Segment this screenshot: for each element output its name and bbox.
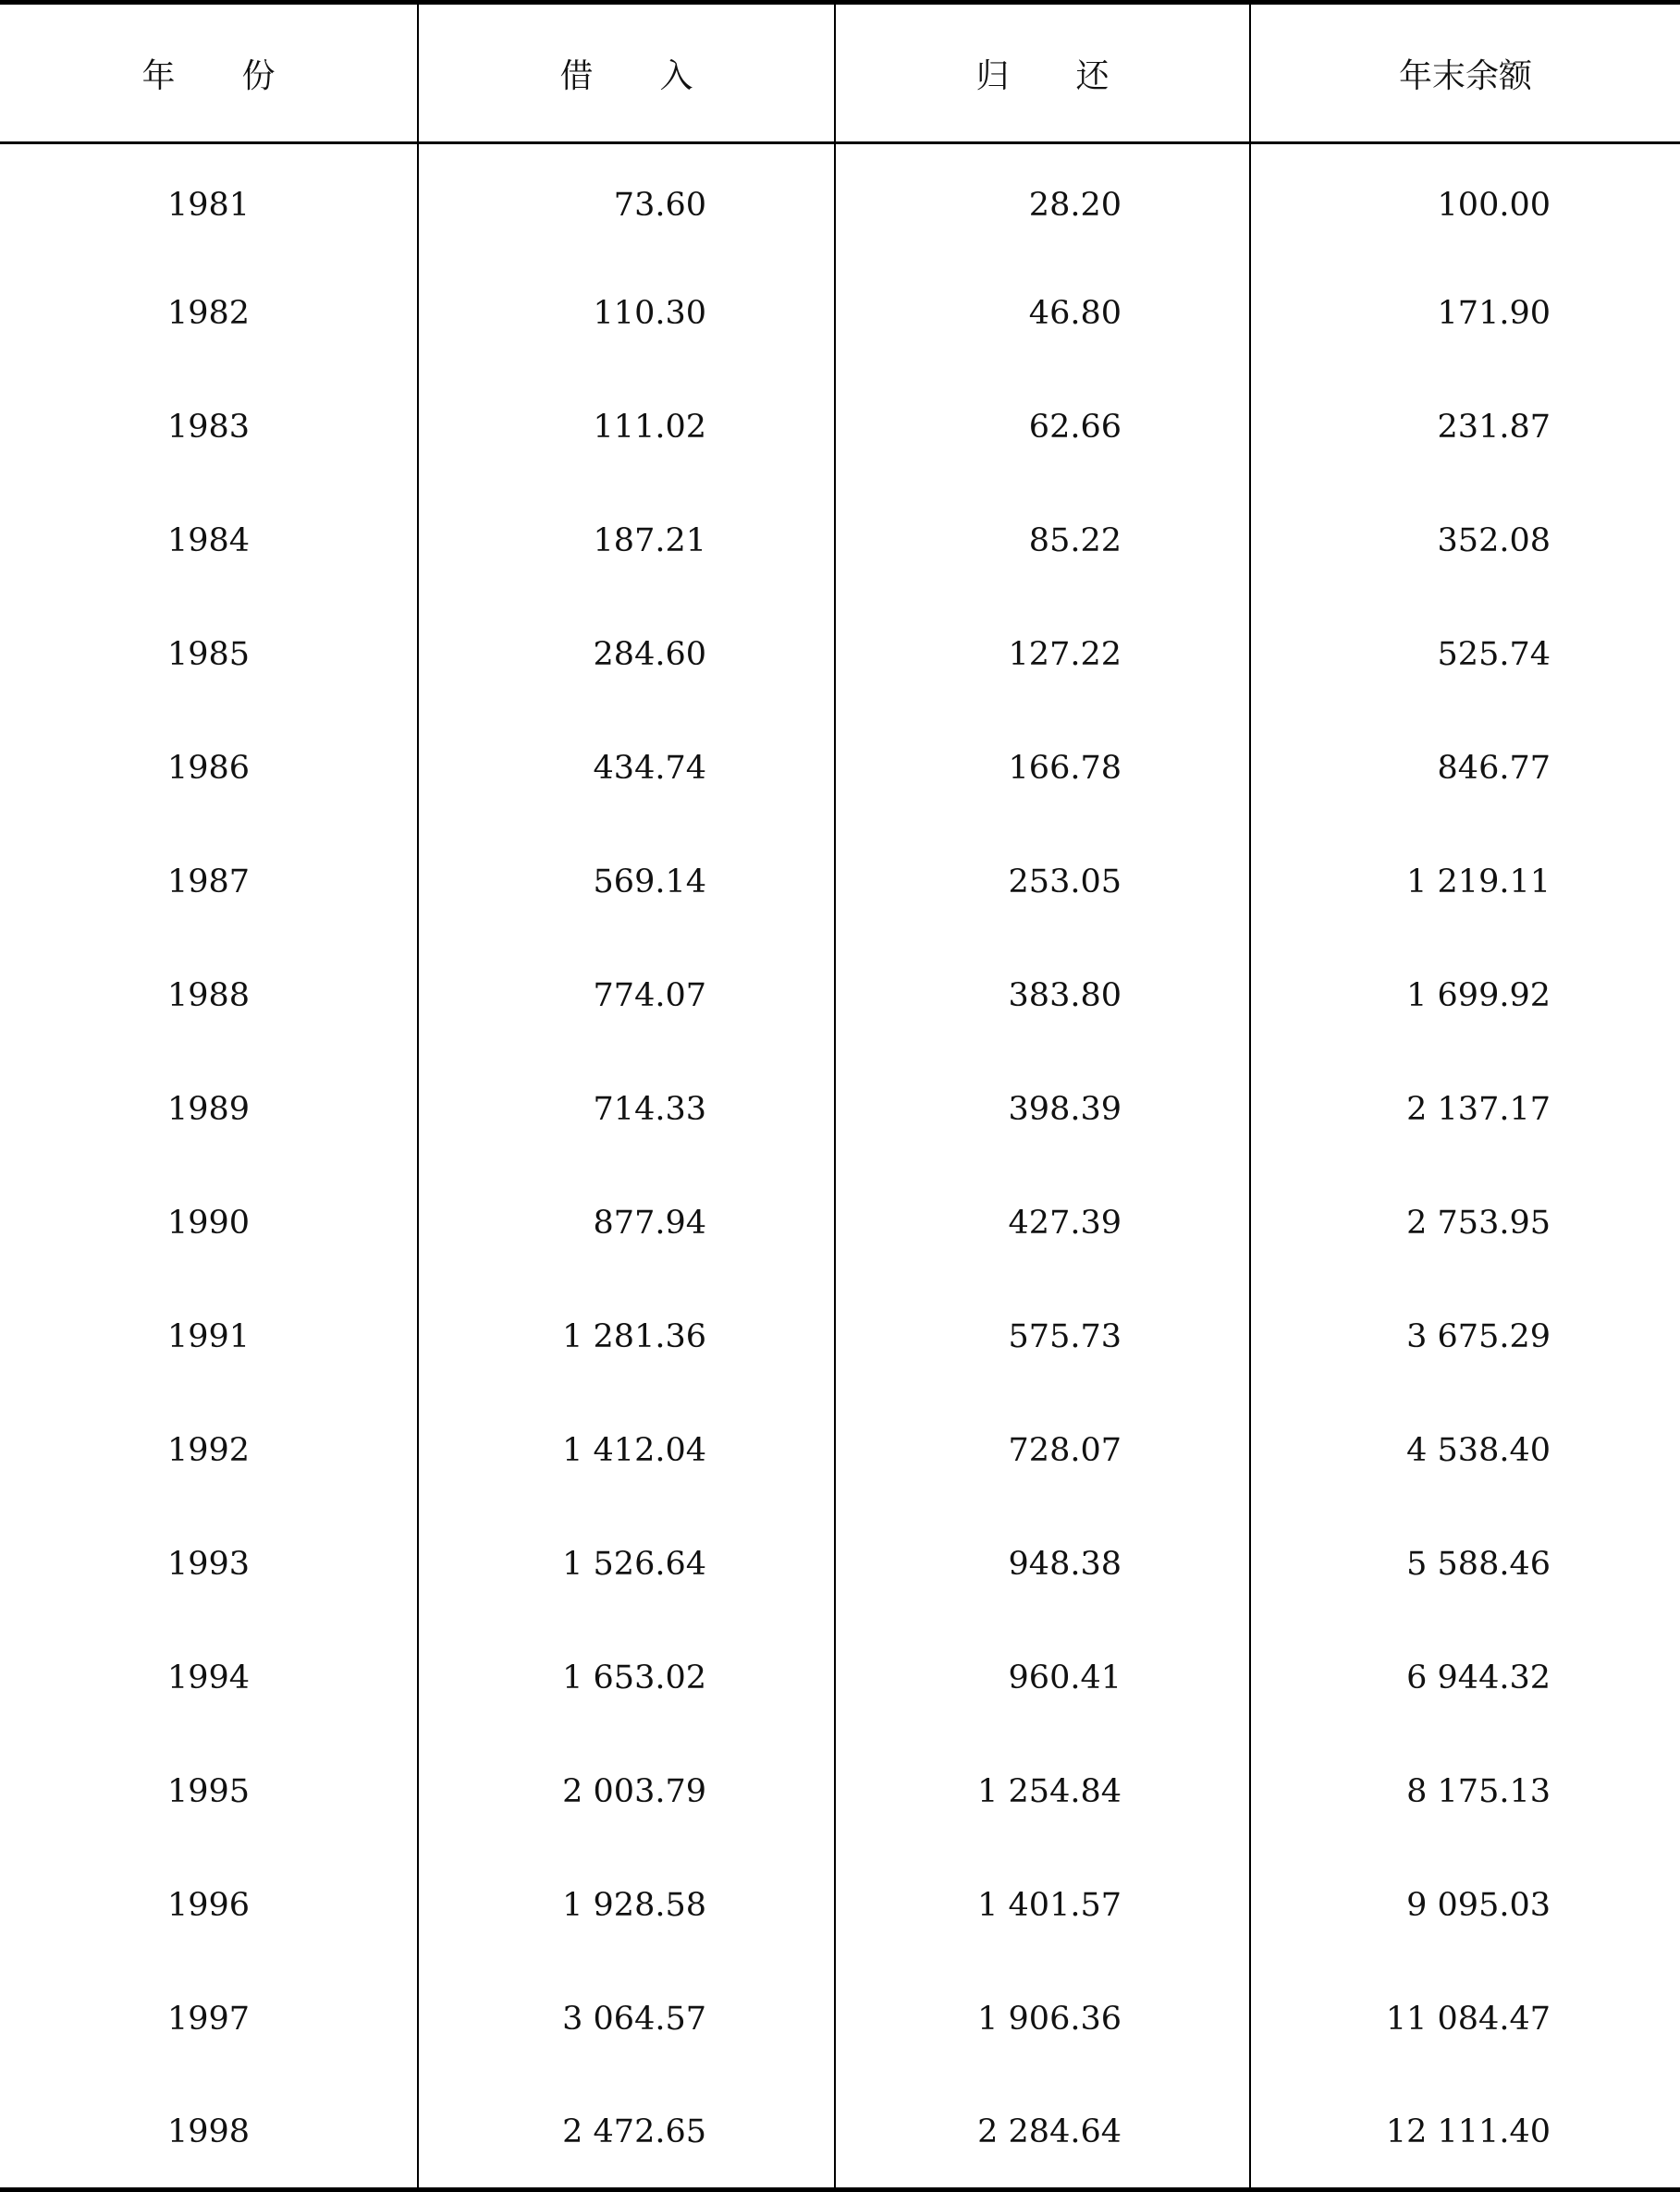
cell-repay: 960.41 [835, 1622, 1250, 1735]
table-row [0, 1849, 1680, 1963]
cell-balance: 1 699.92 [1406, 977, 1551, 1014]
cell-repay: 728.07 [835, 1394, 1250, 1508]
table-row [0, 1167, 1680, 1280]
table-row [0, 1508, 1680, 1622]
cell-balance: 2 753.95 [1406, 1205, 1551, 1242]
cell-year: 1988 [0, 939, 418, 1053]
cell-repay: 166.78 [835, 712, 1250, 826]
cell-balance: 352.08 [1437, 522, 1551, 559]
cell-year: 1992 [0, 1394, 418, 1508]
cell-balance: 4 538.40 [1406, 1432, 1551, 1469]
cell-year: 1987 [0, 826, 418, 939]
cell-year: 1996 [0, 1849, 418, 1963]
cell-balance: 2 137.17 [1406, 1091, 1551, 1128]
table-row [0, 1622, 1680, 1735]
cell-borrow: 2 472.65 [418, 2076, 835, 2190]
cell-balance: 6 944.32 [1406, 1659, 1551, 1696]
cell-repay: 2 284.64 [835, 2076, 1250, 2190]
cell-year: 1981 [0, 143, 418, 257]
cell-repay: 1 254.84 [835, 1735, 1250, 1849]
cell-repay: 948.38 [835, 1508, 1250, 1622]
cell-year: 1985 [0, 598, 418, 712]
cell-borrow: 3 064.57 [418, 1963, 835, 2076]
cell-borrow: 111.02 [418, 371, 835, 484]
table-row [0, 257, 1680, 371]
table-row [0, 1394, 1680, 1508]
cell-borrow: 2 003.79 [418, 1735, 835, 1849]
cell-borrow: 110.30 [418, 257, 835, 371]
table-row [0, 1963, 1680, 2076]
cell-borrow: 1 281.36 [418, 1280, 835, 1394]
cell-year: 1998 [0, 2076, 418, 2190]
cell-repay: 398.39 [835, 1053, 1250, 1167]
table-row [0, 2076, 1680, 2190]
cell-year: 1994 [0, 1622, 418, 1735]
cell-balance: 846.77 [1437, 750, 1551, 787]
cell-year: 1984 [0, 484, 418, 598]
cell-borrow: 877.94 [418, 1167, 835, 1280]
cell-borrow: 1 928.58 [418, 1849, 835, 1963]
cell-repay: 46.80 [835, 257, 1250, 371]
cell-borrow: 1 412.04 [418, 1394, 835, 1508]
table-body [0, 143, 1680, 2190]
cell-balance: 8 175.13 [1406, 1773, 1551, 1810]
cell-borrow: 434.74 [418, 712, 835, 826]
cell-repay: 85.22 [835, 484, 1250, 598]
header-year: 年 份 [0, 3, 418, 143]
cell-repay: 575.73 [835, 1280, 1250, 1394]
cell-balance: 171.90 [1437, 295, 1551, 332]
cell-borrow: 569.14 [418, 826, 835, 939]
table-row [0, 1280, 1680, 1394]
cell-borrow: 1 526.64 [418, 1508, 835, 1622]
cell-borrow: 73.60 [418, 143, 835, 257]
cell-repay: 1 401.57 [835, 1849, 1250, 1963]
cell-borrow: 774.07 [418, 939, 835, 1053]
table-row [0, 712, 1680, 826]
cell-balance: 231.87 [1437, 409, 1551, 446]
cell-year: 1993 [0, 1508, 418, 1622]
table-row [0, 826, 1680, 939]
cell-repay: 62.66 [835, 371, 1250, 484]
cell-balance: 5 588.46 [1406, 1546, 1551, 1583]
table-row [0, 371, 1680, 484]
table-row [0, 1735, 1680, 1849]
cell-balance: 9 095.03 [1406, 1887, 1551, 1924]
cell-balance: 12 111.40 [1250, 2076, 1680, 2190]
header-balance: 年末余额 [1250, 3, 1680, 143]
table-row [0, 1053, 1680, 1167]
cell-borrow: 187.21 [418, 484, 835, 598]
cell-repay: 127.22 [835, 598, 1250, 712]
cell-borrow: 284.60 [418, 598, 835, 712]
cell-year: 1990 [0, 1167, 418, 1280]
table-row [0, 598, 1680, 712]
cell-year: 1995 [0, 1735, 418, 1849]
cell-year: 1989 [0, 1053, 418, 1167]
cell-year: 1997 [0, 1963, 418, 2076]
cell-balance: 11 084.47 [1385, 2001, 1551, 2038]
header-row [0, 3, 1680, 143]
header-borrow: 借 入 [418, 3, 835, 143]
cell-balance: 525.74 [1437, 636, 1551, 673]
cell-repay: 253.05 [835, 826, 1250, 939]
table-row [0, 143, 1680, 257]
cell-repay: 383.80 [835, 939, 1250, 1053]
cell-repay: 427.39 [835, 1167, 1250, 1280]
cell-balance: 1 219.11 [1406, 863, 1551, 900]
table-row [0, 484, 1680, 598]
cell-borrow: 1 653.02 [418, 1622, 835, 1735]
cell-year: 1982 [0, 257, 418, 371]
table-header [0, 3, 1680, 143]
cell-year: 1986 [0, 712, 418, 826]
cell-year: 1983 [0, 371, 418, 484]
cell-year: 1991 [0, 1280, 418, 1394]
cell-repay: 1 906.36 [835, 1963, 1250, 2076]
cell-balance: 3 675.29 [1406, 1318, 1551, 1355]
cell-repay: 28.20 [835, 143, 1250, 257]
cell-balance: 100.00 [1437, 186, 1551, 224]
table-row [0, 939, 1680, 1053]
header-repay: 归 还 [835, 3, 1250, 143]
cell-borrow: 714.33 [418, 1053, 835, 1167]
